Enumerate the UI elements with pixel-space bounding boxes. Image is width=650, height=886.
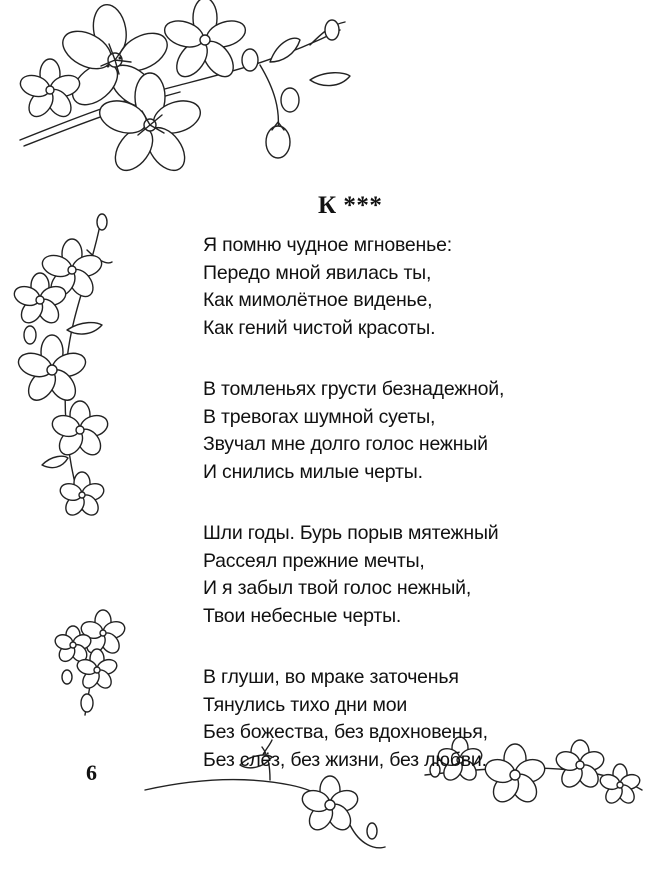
stanza [203, 232, 623, 342]
poem-line: И снились милые черты. [203, 460, 423, 483]
small-blossom-cluster-illustration [45, 605, 135, 720]
poem-body [203, 232, 623, 808]
poem-line: В томленьях грусти безнадежной, [203, 378, 505, 400]
poem-line: Шли годы. Бурь порыв мятежный [203, 522, 499, 544]
page-number: 6 [86, 760, 97, 785]
poem-line: Передо мной явилась ты, [203, 261, 432, 284]
poem-line: Рассеял прежние мечты, [203, 549, 425, 572]
poem-title: К *** [318, 192, 383, 219]
poem-line: И я забыл твой голос нежный, [203, 577, 472, 599]
poem-line: Как гений чистой красоты. [203, 316, 436, 339]
poem-line: Твои небесные черты. [203, 604, 402, 627]
stanza [203, 520, 623, 630]
poem-line: Я помню чудное мгновенье: [203, 234, 452, 256]
poem-line: Без божества, без вдохновенья, [203, 721, 488, 743]
poem-line: Как мимолётное виденье, [203, 289, 433, 311]
left-blossom-vine-illustration [12, 210, 122, 520]
stanza [203, 376, 623, 486]
poem-line: В глуши, во мраке заточенья [203, 666, 459, 688]
stanza [203, 664, 623, 774]
poem-line: Звучал мне долго голос нежный [203, 433, 488, 455]
poem-line: Без слёз, без жизни, без любви. [203, 748, 487, 771]
poem-line: В тревогах шумной суеты, [203, 405, 436, 428]
poem-line: Тянулись тихо дни мои [203, 693, 408, 716]
top-blossom-branch-illustration [10, 0, 370, 200]
